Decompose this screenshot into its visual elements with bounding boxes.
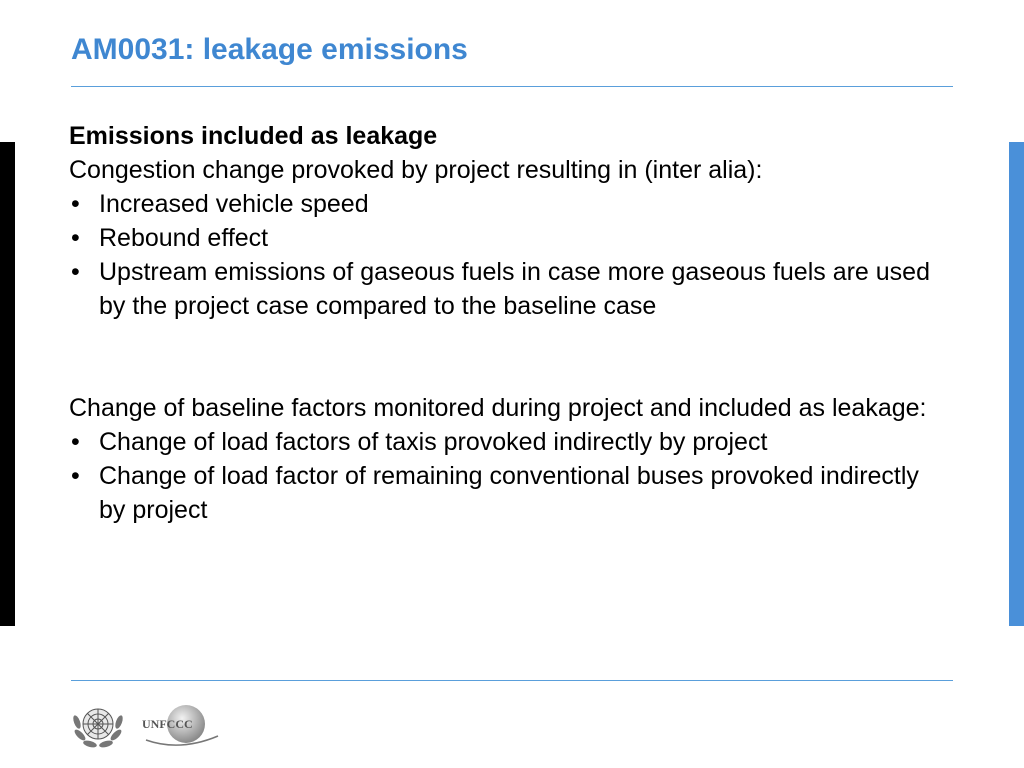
- bullet-item: [69, 425, 949, 459]
- footer-divider: [71, 680, 953, 681]
- section-intro: Change of baseline factors monitored during project and included as leakage:: [69, 394, 927, 422]
- section-intro: Congestion change provoked by project resulting in (inter alia):: [69, 156, 763, 184]
- bullet-item: [69, 221, 949, 255]
- bullet-text: Change of load factor of remaining conventional buses provoked indirectly by project: [99, 462, 919, 524]
- slide-title: AM0031: leakage emissions: [71, 33, 468, 66]
- unfccc-wordmark: UNFCCC: [142, 717, 193, 731]
- right-accent-bar: [1009, 142, 1024, 626]
- bullet-marker: •: [71, 224, 80, 252]
- section-spacer: [69, 323, 949, 391]
- unfccc-logo-icon: [140, 700, 220, 752]
- bullet-text: Upstream emissions of gaseous fuels in case more gaseous fuels are used by the project case compared to the baseline case: [99, 258, 930, 320]
- bullet-marker: •: [71, 190, 80, 218]
- slide-content: [69, 119, 949, 527]
- bullet-item: [69, 187, 949, 221]
- section-heading: Emissions included as leakage: [69, 122, 438, 150]
- bullet-text: Change of load factors of taxis provoked indirectly by project: [99, 428, 768, 456]
- bullet-text: Increased vehicle speed: [99, 190, 369, 218]
- left-accent-bar: [0, 142, 15, 626]
- bullet-marker: •: [71, 428, 80, 456]
- bullet-item: [69, 459, 949, 527]
- bullet-marker: •: [71, 462, 80, 490]
- bullet-marker: •: [71, 258, 80, 286]
- bullet-list: [69, 187, 949, 323]
- bullet-item: [69, 255, 949, 323]
- title-divider: [71, 86, 953, 87]
- bullet-text: Rebound effect: [99, 224, 269, 252]
- bullet-list: [69, 425, 949, 527]
- un-emblem-icon: [70, 700, 126, 752]
